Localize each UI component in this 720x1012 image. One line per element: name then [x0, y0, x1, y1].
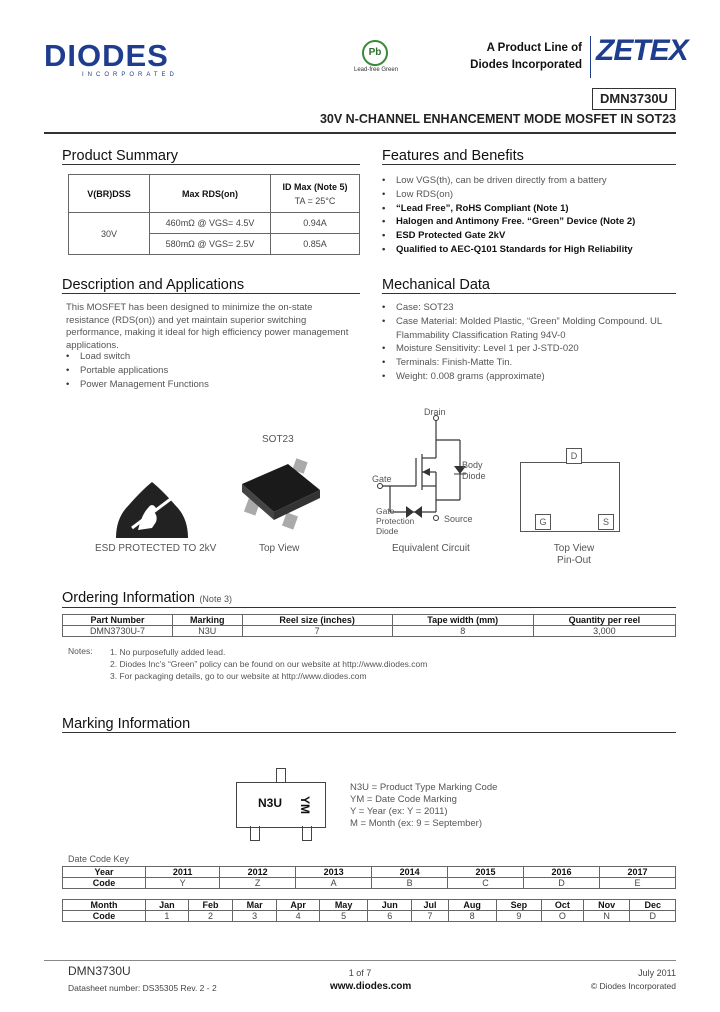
marking-ym: YM	[298, 796, 312, 814]
ordering-header: Part Number	[63, 615, 173, 626]
gate-label: Gate	[372, 474, 392, 484]
ordering-table	[62, 614, 676, 637]
lead-free-label: Lead-free Green	[354, 67, 399, 73]
year-code-cell: B	[372, 878, 448, 889]
ordering-header: Marking	[172, 615, 242, 626]
month-code-cell: 8	[448, 911, 496, 922]
year-cell: 2015	[448, 867, 524, 878]
month-code-cell: 2	[188, 911, 232, 922]
year-cell: 2017	[600, 867, 676, 878]
marking-legend: N3U = Product Type Marking Code YM = Date Code Marking Y = Year (ex: Y = 2011) M = Month (ex: 9 = September)	[350, 782, 498, 829]
date-code-title: Date Code Key	[68, 854, 130, 864]
feature-item: • Low VGS(th), can be driven directly from a battery	[376, 174, 676, 188]
drain-label: Drain	[424, 407, 446, 417]
features-list	[376, 174, 676, 257]
year-code-cell: C	[448, 878, 524, 889]
year-code-cell: E	[600, 878, 676, 889]
esd-warning-icon	[112, 478, 192, 542]
mechanical-title: Mechanical Data	[382, 277, 490, 293]
footer-page: 1 of 7	[348, 968, 372, 978]
description-paragraph: This MOSFET has been designed to minimize the on-state resistance (RDS(on)) and yet maintain superior switching performance, making it ideal for high efficiency power management applications.	[66, 302, 349, 351]
month-cell: Sep	[496, 900, 541, 911]
footer-copyright: © Diodes Incorporated	[590, 981, 676, 991]
month-cell: May	[320, 900, 368, 911]
month-code-cell: N	[583, 911, 630, 922]
feature-item: • ESD Protected Gate 2kV	[376, 229, 676, 243]
ordering-header: Tape width (mm)	[392, 615, 533, 626]
product-summary-table	[68, 174, 360, 255]
esd-caption: ESD PROTECTED TO 2kV	[95, 543, 217, 554]
year-code-cell: Y	[146, 878, 220, 889]
feature-item: • “Lead Free”, RoHS Compliant (Note 1)	[376, 202, 676, 216]
marking-pin-left	[250, 826, 260, 841]
month-cell: Apr	[277, 900, 320, 911]
month-code-cell: 5	[320, 911, 368, 922]
year-label: Year	[63, 867, 146, 878]
marking-pin-right	[302, 826, 312, 841]
id-row-2: 0.85A	[271, 234, 360, 255]
feature-item: • Low RDS(on)	[376, 188, 676, 202]
mechanical-item: • Terminals: Finish-Matte Tin.	[376, 356, 666, 370]
month-code-cell: 9	[496, 911, 541, 922]
notes-list: 1. No purposefully added lead. 2. Diodes Inc’s “Green” policy can be found on our website at http://www.diodes.com 3. For packaging details, go to our website at http://www.diodes.com	[110, 647, 428, 681]
ordering-title: Ordering Information	[62, 590, 195, 606]
features-section	[382, 148, 676, 165]
footer-part: DMN3730U	[68, 964, 131, 978]
col-vbrdss: V(BR)DSS	[69, 175, 150, 213]
product-summary-title: Product Summary	[62, 148, 179, 164]
month-code-table	[62, 899, 676, 922]
marking-code: N3U	[258, 796, 283, 810]
footer-datasheet: Datasheet number: DS35305 Rev. 2 - 2	[68, 983, 217, 993]
mechanical-section	[382, 277, 676, 294]
month-label: Month	[63, 900, 146, 911]
rds-row-2: 580mΩ @ VGS= 2.5V	[150, 234, 271, 255]
code-label: Code	[63, 911, 146, 922]
ordering-note: (Note 3)	[199, 594, 232, 604]
marking-section	[62, 716, 676, 733]
month-cell: Jan	[146, 900, 189, 911]
year-cell: 2016	[524, 867, 600, 878]
ordering-section	[62, 589, 676, 608]
year-code-cell: A	[296, 878, 372, 889]
month-cell: Jul	[412, 900, 448, 911]
circuit-caption: Equivalent Circuit	[392, 543, 470, 554]
mechanical-item: • Case Material: Molded Plastic, “Green” Molding Compound. UL Flammability Classification Rating 94V-0	[376, 315, 666, 343]
product-line: A Product Line of Diodes Incorporated	[470, 42, 582, 71]
code-label: Code	[63, 878, 146, 889]
diodes-logo: DIODES	[44, 38, 169, 73]
applications-list	[60, 350, 340, 391]
vbr-value: 30V	[69, 213, 150, 255]
mechanical-item: • Moisture Sensitivity: Level 1 per J-STD-020	[376, 342, 666, 356]
application-item: • Power Management Functions	[60, 378, 340, 392]
ordering-cell: N3U	[172, 626, 242, 637]
month-code-cell: 3	[233, 911, 277, 922]
package-label: SOT23	[262, 434, 294, 445]
year-cell: 2012	[220, 867, 296, 878]
sot23-package-image	[232, 450, 332, 534]
id-row-1: 0.94A	[271, 213, 360, 234]
ordering-cell: 7	[242, 626, 392, 637]
page-subtitle: 30V N-CHANNEL ENHANCEMENT MODE MOSFET IN SOT23	[319, 112, 676, 126]
ordering-cell: 3,000	[533, 626, 675, 637]
month-cell: Aug	[448, 900, 496, 911]
month-cell: Jun	[368, 900, 412, 911]
month-code-cell: O	[542, 911, 584, 922]
month-cell: Dec	[630, 900, 676, 911]
features-title: Features and Benefits	[382, 148, 524, 164]
gate-protection-diode-label: Gate Protection Diode	[376, 506, 415, 536]
description-section	[62, 277, 360, 294]
month-code-cell: 6	[368, 911, 412, 922]
header-rule	[44, 132, 676, 134]
month-cell: Oct	[542, 900, 584, 911]
year-code-cell: Z	[220, 878, 296, 889]
month-code-cell: 7	[412, 911, 448, 922]
mechanical-item: • Weight: 0.008 grams (approximate)	[376, 370, 666, 384]
month-code-cell: D	[630, 911, 676, 922]
footer-rule	[44, 960, 676, 961]
col-id: ID Max (Note 5) TA = 25°C	[271, 175, 360, 213]
diodes-logo-sub: INCORPORATED	[82, 72, 178, 78]
marking-pin-top	[276, 768, 286, 783]
year-code-table	[62, 866, 676, 889]
ordering-header: Reel size (inches)	[242, 615, 392, 626]
month-code-cell: 1	[146, 911, 189, 922]
mechanical-list	[376, 301, 666, 384]
year-cell: 2011	[146, 867, 220, 878]
feature-item: • Halogen and Antimony Free. “Green” Device (Note 2)	[376, 215, 676, 229]
source-label: Source	[444, 514, 473, 524]
application-item: • Portable applications	[60, 364, 340, 378]
year-cell: 2013	[296, 867, 372, 878]
year-code-cell: D	[524, 878, 600, 889]
col-rdson: Max RDS(on)	[150, 175, 271, 213]
month-cell: Mar	[233, 900, 277, 911]
ordering-header: Quantity per reel	[533, 615, 675, 626]
pin-s: S	[598, 514, 614, 530]
description-title: Description and Applications	[62, 277, 245, 293]
product-summary-section	[62, 148, 360, 165]
month-cell: Nov	[583, 900, 630, 911]
ordering-cell: 8	[392, 626, 533, 637]
pin-d: D	[566, 448, 582, 464]
brand-divider	[590, 36, 591, 78]
footer-website[interactable]: www.diodes.com	[330, 981, 412, 992]
month-code-cell: 4	[277, 911, 320, 922]
pin-g: G	[535, 514, 551, 530]
notes-label: Notes:	[68, 646, 93, 656]
part-number-box: DMN3730U	[592, 88, 676, 110]
marking-title: Marking Information	[62, 716, 191, 732]
ordering-cell: DMN3730U-7	[63, 626, 173, 637]
feature-item: • Qualified to AEC-Q101 Standards for High Reliability	[376, 243, 676, 257]
year-cell: 2014	[372, 867, 448, 878]
application-item: • Load switch	[60, 350, 340, 364]
month-cell: Feb	[188, 900, 232, 911]
zetex-logo: ZETEX	[596, 34, 688, 67]
top-view-caption: Top View	[259, 543, 300, 554]
lead-free-icon: Pb	[362, 40, 388, 66]
mechanical-item: • Case: SOT23	[376, 301, 666, 315]
footer-date: July 2011	[638, 968, 676, 978]
rds-row-1: 460mΩ @ VGS= 4.5V	[150, 213, 271, 234]
body-diode-label: Body Diode	[462, 460, 486, 481]
pinout-caption: Top View Pin-Out	[553, 543, 595, 566]
